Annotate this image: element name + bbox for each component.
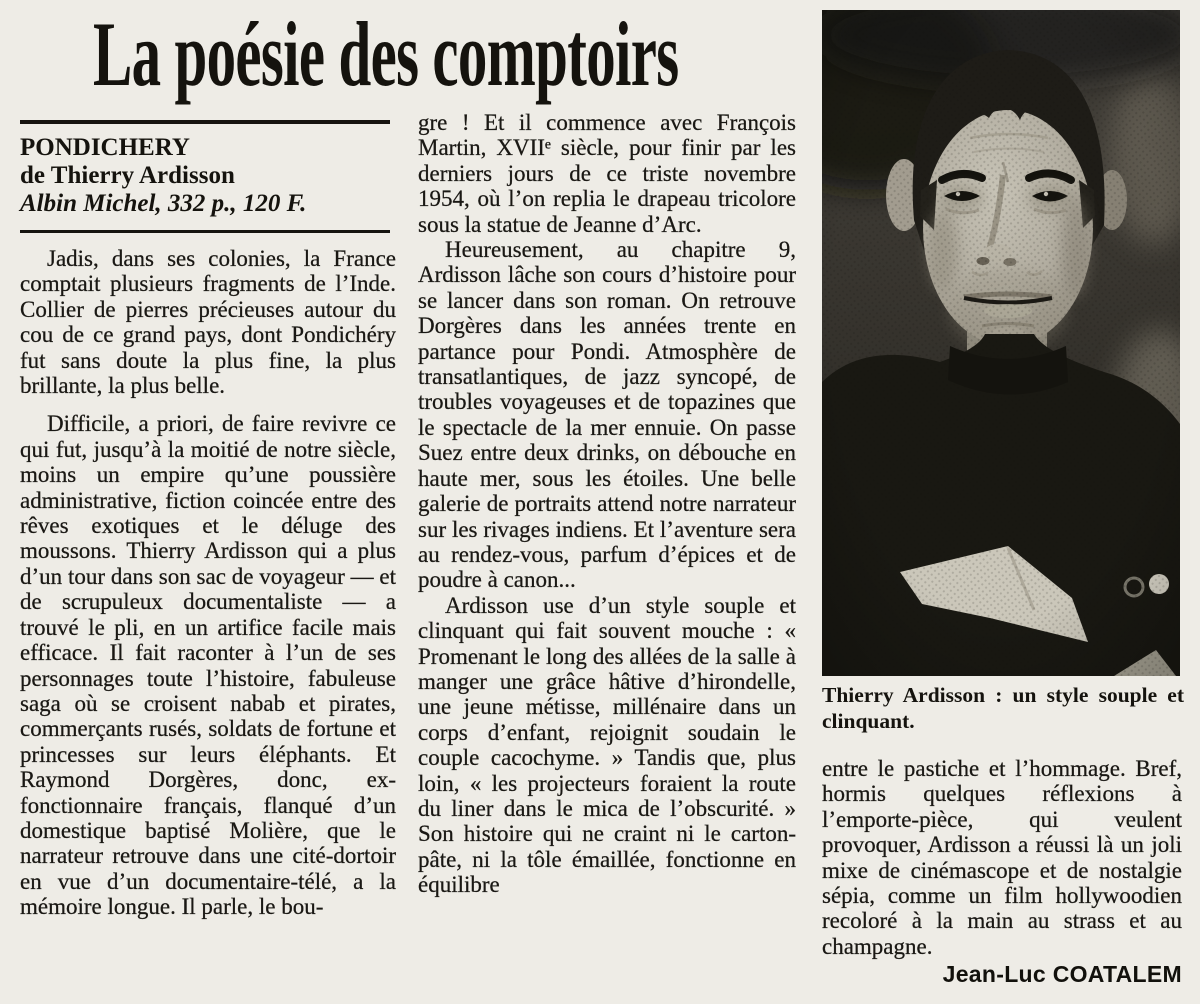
paragraph: Heureusement, au chapitre 9, Ardisson lâche son cours d’histoire pour se lancer dans son roman. On retrouve Dorgères dans les années trente en partance pour Pondi. Atmosphère de transatlantiques, de jazz syncopé, de troubles voyageuses et de topazines que le spectacle de la mer ennuie. On passe Suez entre deux drinks, on débouche en haute mer, sous les étoiles. Une belle galerie de portraits attend notre narrateur sur les rivages indiens. Et l’aventure sera au rendez-vous, parfum d’épices et de poudre à canon... xyxy=(418,237,796,593)
book-publisher: Albin Michel, 332 p., 120 F. xyxy=(20,189,307,217)
article-title: La poésie des comptoirs xyxy=(93,3,679,105)
book-title: PONDICHERY xyxy=(20,133,190,161)
book-info-box xyxy=(20,120,390,233)
column-3 xyxy=(822,756,1182,988)
portrait-photo-image xyxy=(822,10,1180,676)
paragraph: entre le pastiche et l’hommage. Bref, hormis quelques réflexions à l’emporte-pièce, qui veulent provoquer, Ardisson a réussi là un joli mixe de cinémascope et de nostalgie sépia, comme un film hollywoodien recoloré à la main au strass et au champagne. xyxy=(822,756,1182,959)
column-1 xyxy=(20,246,396,920)
portrait-photo xyxy=(822,10,1180,676)
book-info-lines xyxy=(20,124,390,230)
paragraph: Ardisson use d’un style souple et clinquant qui fait souvent mouche : « Promenant le long des allées de la salle à manger une grâce hâtive d’hirondelle, une jeune métisse, millénaire dans un corps d’enfant, rejoignit soudain le couple cacochyme. » Tandis que, plus loin, « les projecteurs foraient la route du liner dans le mica de l’obscurité. » Son histoire qui ne craint ni le carton-pâte, ni la tôle émaillée, fonctionne en équilibre xyxy=(418,592,796,898)
paragraph: Jadis, dans ses colonies, la France comptait plusieurs fragments de l’Inde. Collier de pierres précieuses autour du cou de ce grand pays, dont Pondichéry fut sans doute la plus fine, la plus brillante, la plus belle. xyxy=(20,246,396,399)
column-2 xyxy=(418,110,796,898)
book-author: de Thierry Ardisson xyxy=(20,161,235,189)
paragraph: gre ! Et il commence avec François Martin, XVIIᵉ siècle, pour finir par les derniers jours de ce triste novembre 1954, où l’on replia le drapeau tricolore sous la statue de Jeanne d’Arc. xyxy=(418,110,796,237)
photo-caption: Thierry Ardisson : un style souple et clinquant. xyxy=(822,683,1184,733)
rule-bottom xyxy=(20,230,390,234)
byline: Jean-Luc COATALEM xyxy=(942,961,1182,988)
paragraph: Difficile, a priori, de faire revivre ce qui fut, jusqu’à la moitié de notre siècle, moins un empire qu’une poussière administrative, fiction coincée entre des rêves exotiques et le déluge des moussons. Thierry Ardisson qui a plus d’un tour dans son sac de voyageur — et de scrupuleux documentaliste — a trouvé le pli, en un artifice facile mais efficace. Il fait raconter à l’un de ses personnages toute l’histoire, fabuleuse saga où se croisent nabab et pirates, commerçants rusés, soldats de fortune et princesses sur leurs éléphants. Et Raymond Dorgères, donc, ex-fonctionnaire français, flanqué d’un domestique baptisé Molière, que le narrateur retrouve dans une cité-dortoir en vue d’un documentaire-télé, a la mémoire longue. Il parle, le bou- xyxy=(20,411,396,920)
